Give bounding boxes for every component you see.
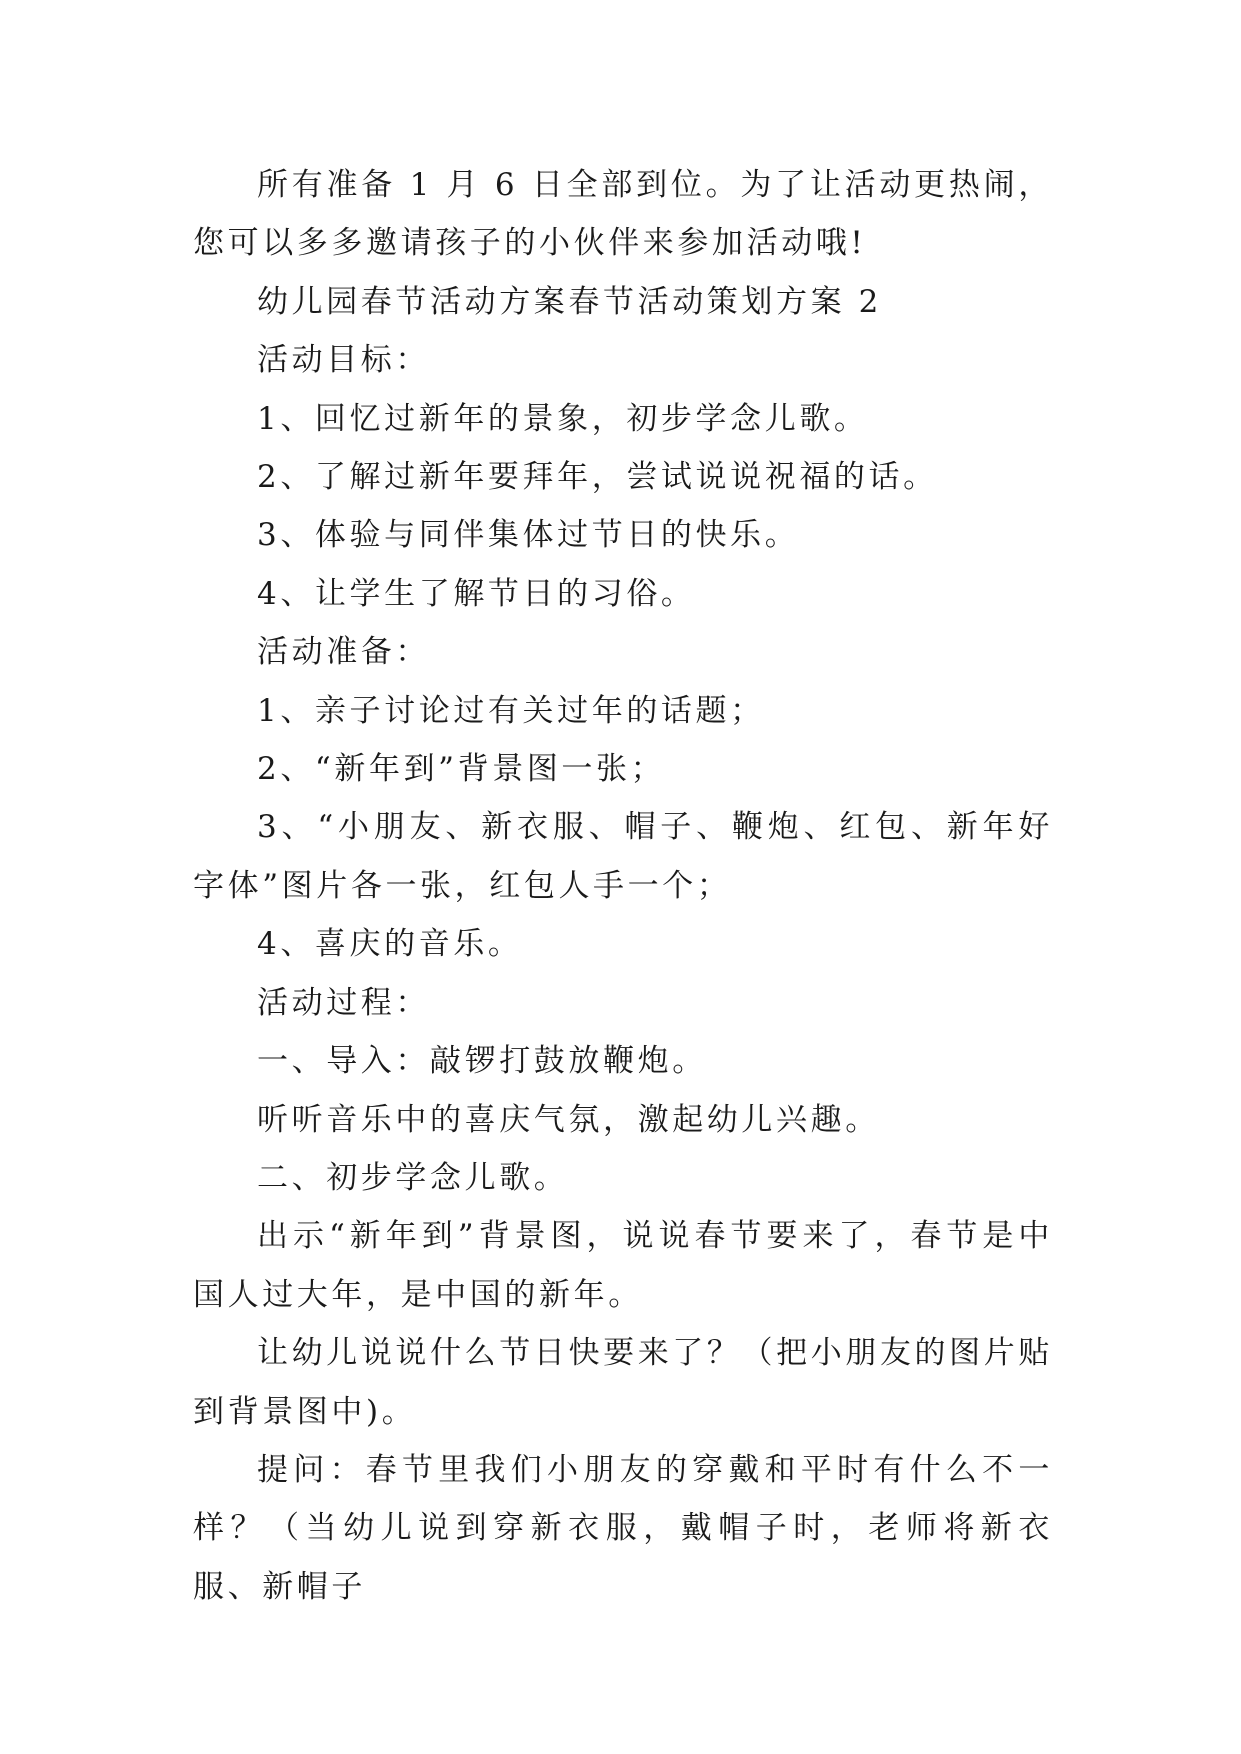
heading-objectives: 活动目标：: [257, 342, 430, 379]
section-title: 幼儿园春节活动方案春节活动策划方案 2: [257, 283, 882, 320]
list-item: 1、回忆过新年的景象，初步学念儿歌。: [257, 400, 869, 437]
paragraph: 听听音乐中的喜庆气氛，激起幼儿兴趣。: [257, 1101, 880, 1138]
paragraph: 提问：春节里我们小朋友的穿戴和平时有什么不一样？（当幼儿说到穿新衣服，戴帽子时，老师将新衣服、新帽子: [193, 1451, 1053, 1605]
paragraph: 出示“新年到”背景图，说说春节要来了，春节是中国人过大年，是中国的新年。: [193, 1218, 1053, 1313]
heading-process: 活动过程：: [257, 984, 430, 1021]
paragraph: 让幼儿说说什么节日快要来了？（把小朋友的图片贴到背景图中)。: [193, 1335, 1053, 1430]
list-item: 4、喜庆的音乐。: [257, 926, 523, 963]
list-item: 3、体验与同伴集体过节日的快乐。: [257, 517, 800, 554]
step-heading: 二、初步学念儿歌。: [257, 1159, 569, 1196]
list-item: 2、了解过新年要拜年，尝试说说祝福的话。: [257, 459, 938, 496]
list-item: 1、亲子讨论过有关过年的话题；: [257, 692, 765, 729]
paragraph: 所有准备 1 月 6 日全部到位。为了让活动更热闹，您可以多多邀请孩子的小伙伴来参加活动哦!: [193, 167, 1053, 262]
heading-preparation: 活动准备：: [257, 634, 430, 671]
step-heading: 一、导入：敲锣打鼓放鞭炮。: [257, 1043, 707, 1080]
document-body: [193, 156, 1053, 1616]
list-item: 2、“新年到”背景图一张；: [257, 751, 666, 788]
list-item: 4、让学生了解节日的习俗。: [257, 575, 696, 612]
list-item: 3、“小朋友、新衣服、帽子、鞭炮、红包、新年好字体”图片各一张，红包人手一个；: [193, 809, 1053, 904]
